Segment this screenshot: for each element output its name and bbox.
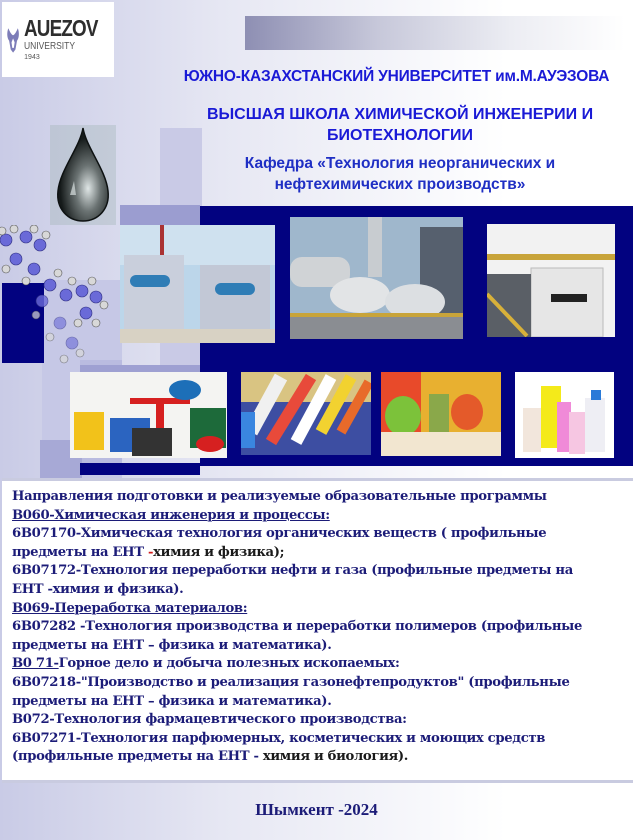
program-item: 6В07170-Химическая технология органических веществ ( профильные <box>12 526 547 542</box>
department-title <box>180 153 620 195</box>
photo-plastic-household-goods <box>70 372 227 458</box>
program-item: 6В07172-Технология переработки нефти и газа (профильные предметы на <box>12 563 573 579</box>
programs-heading: Направления подготовки и реализуемые образовательные программы <box>12 489 547 504</box>
program-item-cont: предметы на ЕНТ – физика и математика). <box>12 693 332 709</box>
photo-petro-storage-tanks <box>120 225 275 343</box>
school-title-line2: БИОТЕХНОЛОГИИ <box>327 127 473 144</box>
logo-emblem-icon <box>6 6 20 74</box>
photo-perfume-bottles <box>515 372 614 458</box>
photo-hill-storage-tank <box>487 224 615 337</box>
program-item: 6В07271-Технология парфюмерных, косметических и моющих средств <box>12 730 546 746</box>
oil-drop-icon <box>50 125 116 225</box>
logo-subtitle: UNIVERSITY <box>24 41 76 52</box>
program-item-cont: предметы на ЕНТ -химия и физика); <box>12 544 285 560</box>
department-title-line1: Кафедра «Технология неорганических и <box>244 155 556 172</box>
photo-refinery-plant <box>290 217 463 339</box>
program-item-cont: (профильные предметы на ЕНТ - химия и биология). <box>12 749 409 765</box>
molecule-illustration <box>0 225 110 370</box>
decorative-gradient-bar <box>245 16 625 50</box>
university-title: ЮЖНО-КАЗАХСТАНСКИЙ УНИВЕРСИТЕТ им.М.АУЭЗОВА <box>183 68 610 85</box>
department-title-line2: нефтехимических производств» <box>274 176 526 193</box>
program-group-title: В0 71-Горное дело и добыча полезных ископаемых: <box>12 656 400 672</box>
logo-year: 1943 <box>24 54 40 61</box>
school-title <box>180 104 620 146</box>
program-item: 6В07282 -Технология производства и переработки полимеров (профильные <box>12 619 583 635</box>
program-group-title: В060-Химическая инженерия и процессы: <box>12 507 330 523</box>
program-group-title: В069-Переработка материалов: <box>12 600 248 616</box>
decor-block <box>80 463 200 475</box>
footer-city-year: Шымкент -2024 <box>255 800 378 819</box>
photo-cosmetic-bottles <box>381 372 501 456</box>
photo-polymer-profiles <box>241 372 371 455</box>
program-item-cont: предметы на ЕНТ – физика и математика). <box>12 637 332 653</box>
decor-block <box>120 205 200 225</box>
logo-name: AUEZOV <box>24 15 98 41</box>
programs-panel <box>2 478 633 783</box>
university-logo <box>2 2 114 77</box>
school-title-line1: ВЫСШАЯ ШКОЛА ХИМИЧЕСКОЙ ИНЖЕНЕРИИ И <box>206 106 594 123</box>
program-group-title: В072-Технология фармацевтического производства: <box>12 712 407 728</box>
program-item-cont: ЕНТ -химия и физика). <box>12 581 184 597</box>
program-item: 6В07218-"Производство и реализация газонефтепродуктов" (профильные <box>12 674 570 690</box>
